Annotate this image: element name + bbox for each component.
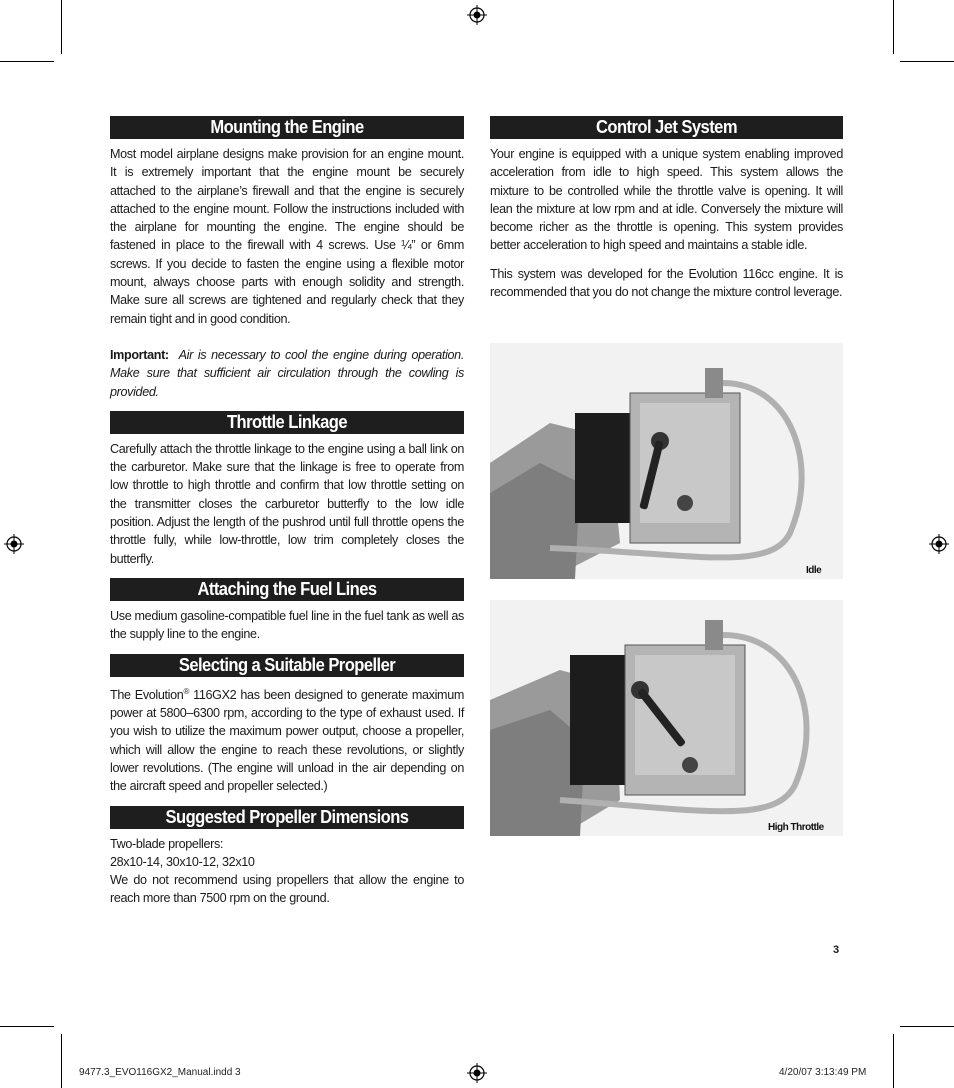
photo-caption: High Throttle <box>768 822 824 833</box>
section-heading: Control Jet System <box>504 116 829 139</box>
slug-filename: 9477.3_EVO116GX2_Manual.indd 3 <box>79 1067 241 1078</box>
registration-mark-icon <box>467 5 487 25</box>
section-heading: Throttle Linkage <box>124 411 450 434</box>
propeller-text-rest: 116GX2 has been designed to generate maximum power at 5800–6300 rpm, according to the type of exhaust used. If you wish to utilize the maximum power output, choose a propeller, which will allow the engine to reach these revolutions, or slightly lower revolutions. (The engine will unload in the air depending on the aircraft speed and propeller selected.) <box>110 687 464 794</box>
photo-high-throttle <box>490 600 843 836</box>
crop-mark <box>61 1034 62 1088</box>
photo-caption: Idle <box>806 565 822 576</box>
dimensions-line: 28x10-14, 30x10-12, 32x10 <box>110 854 255 869</box>
section-propeller <box>110 654 464 677</box>
dimensions-final: We do not recommend using propellers that allow the engine to reach more than 7500 rpm on the ground. <box>110 873 464 906</box>
throttle-paragraph: Carefully attach the throttle linkage to the engine using a ball link on the carburetor. Make sure that the linkage is free to operate from low throttle to high throttle and confirm that low throttle setting on the transmitter closes the carburetor butterfly to the low idle position. Adjust the length of the pushrod until full throttle opens the throttle fully, while low-throttle, low trim completely closes the butterfly. <box>110 441 464 566</box>
right-column <box>490 116 843 311</box>
propeller-paragraph <box>110 683 464 796</box>
fuel-lines-paragraph: Use medium gasoline-compatible fuel line in the fuel tank as well as the supply line to the engine. <box>110 608 464 642</box>
control-jet-paragraph: This system was developed for the Evolution 116cc engine. It is recommended that you do not change the mixture control leverage. <box>490 266 843 300</box>
left-column <box>110 116 464 918</box>
crop-mark <box>893 0 894 54</box>
page-number: 3 <box>833 944 840 956</box>
crop-mark <box>900 61 954 62</box>
engine-carburetor-image <box>490 600 843 836</box>
section-heading: Attaching the Fuel Lines <box>124 578 450 601</box>
registration-mark-icon <box>467 1063 487 1083</box>
registration-mark-icon <box>929 534 949 554</box>
section-fuel-lines <box>110 578 464 601</box>
section-throttle-linkage <box>110 411 464 434</box>
crop-mark <box>893 1034 894 1088</box>
section-heading: Suggested Propeller Dimensions <box>124 806 450 829</box>
important-text: Air is necessary to cool the engine during operation. Make sure that sufficient air circulation through the cowling is provided. <box>110 347 464 399</box>
crop-mark <box>0 1026 54 1027</box>
registered-mark: ® <box>183 686 189 696</box>
slug-datetime: 4/20/07 3:13:49 PM <box>779 1067 867 1078</box>
engine-carburetor-image <box>490 343 843 579</box>
important-label: Important: <box>110 347 169 362</box>
section-heading: Mounting the Engine <box>124 116 450 139</box>
section-heading: Selecting a Suitable Propeller <box>124 654 450 677</box>
control-jet-paragraph: Your engine is equipped with a unique system enabling improved acceleration from idle to high speed. This system allows the mixture to be controlled while the throttle valve is opening. It will lean the mixture at low rpm and at idle. Conversely the mixture will become richer as the throttle is opening. This system provides better acceleration to high speed and maintains a stable idle. <box>490 147 843 253</box>
registration-mark-icon <box>4 534 24 554</box>
dimensions-line: Two-blade propellers: <box>110 836 224 851</box>
crop-mark <box>61 0 62 54</box>
mounting-paragraph: Most model airplane designs make provision for an engine mount. It is extremely important that the engine mount be securely attached to the airplane’s firewall and that the engine is securely attached to the engine mount. Follow the instructions included with the airplane for mounting the engine. The engine should be fastened in place to the firewall with 4 screws. Use ¼” or 6mm screws. If you decide to fasten the engine using a flexible motor mount, always choose parts with enough solidity and strength. Make sure all screws are tightened and regularly check that they remain tight and in good condition. <box>110 147 464 326</box>
section-control-jet <box>490 116 843 139</box>
crop-mark <box>900 1026 954 1027</box>
propeller-text-prefix: The Evolution <box>110 687 184 702</box>
important-note <box>110 346 464 401</box>
crop-mark <box>0 61 54 62</box>
section-mounting <box>110 116 464 139</box>
section-propeller-dimensions <box>110 806 464 829</box>
photo-idle <box>490 343 843 579</box>
